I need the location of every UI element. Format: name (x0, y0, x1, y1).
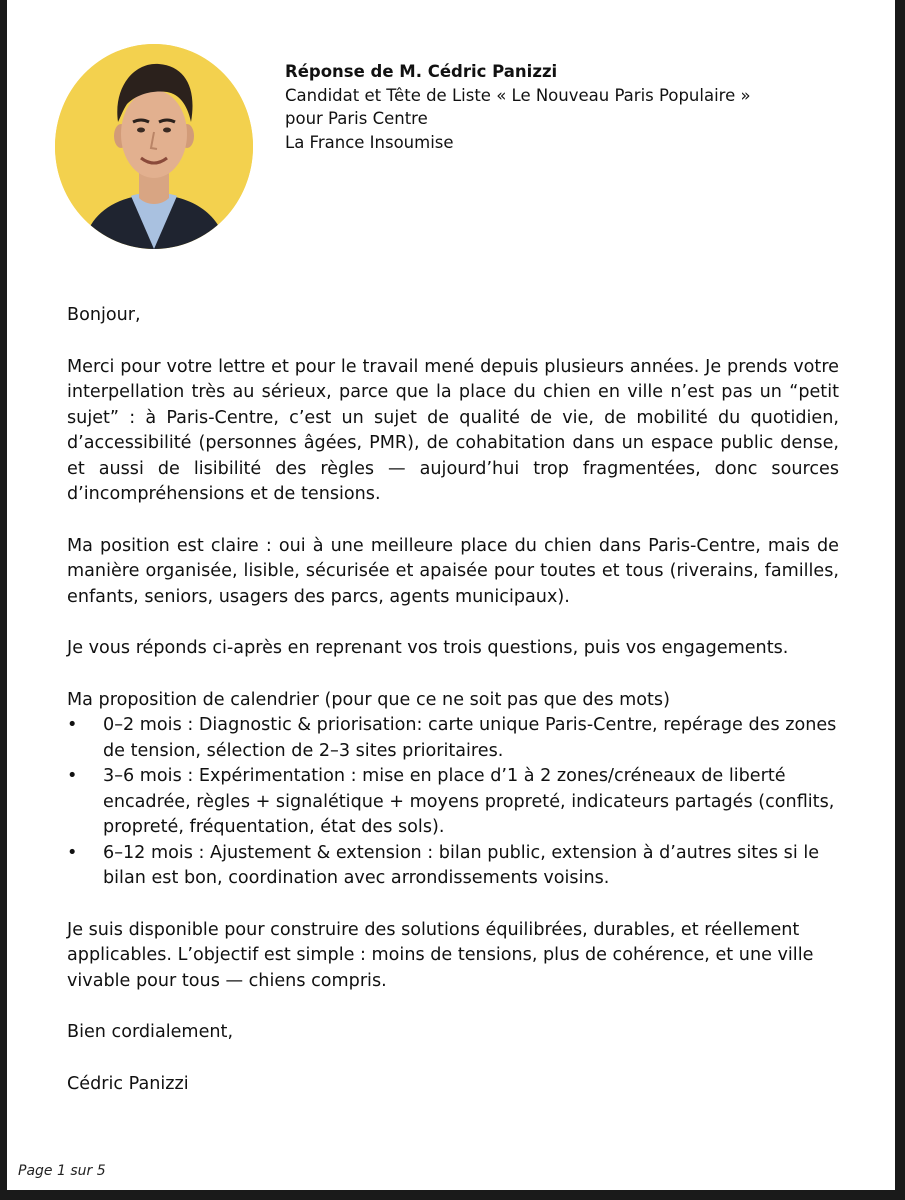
calendar-item-text: 6–12 mois : Ajustement & extension : bilan public, extension à d’autres sites si le bilan est bon, coordination avec arrondissements voisins. (103, 842, 820, 888)
paragraph-announcement: Je vous réponds ci-après en reprenant vos trois questions, puis vos engagements. (67, 638, 789, 658)
candidate-photo (55, 44, 253, 249)
letter-body (67, 303, 839, 1123)
author-party: La France Insoumise (285, 132, 454, 152)
calendar-intro: Ma proposition de calendrier (pour que ce ne soit pas que des mots) (67, 689, 670, 710)
paragraph-position: Ma position est claire : oui à une meilleure place du chien dans Paris-Centre, mais de manière organisée, lisible, sécurisée et apaisée pour toutes et tous (riverains, familles, enfants, seniors, usagers des parcs, agents municipaux). (67, 535, 839, 607)
calendar-item (67, 713, 839, 764)
calendar-item-text: 0–2 mois : Diagnostic & priorisation: carte unique Paris-Centre, repérage des zones de tension, sélection de 2–3 sites prioritaires. (103, 715, 837, 761)
bullet-icon: • (67, 842, 78, 863)
signature: Cédric Panizzi (67, 1073, 189, 1094)
bullet-icon: • (67, 715, 78, 735)
paragraph-intro: Merci pour votre lettre et pour le travail mené depuis plusieurs années. Je prends votre interpellation très au sérieux, parce que la place du chien en ville n’est pas un “petit sujet” : à Paris-Centre, c’est un sujet de qualité de vie, de mobilité du quotidien, d’accessibilité (personnes âgées, PMR), de cohabitation dans un espace public dense, et aussi de lisibilité des règles — aujourd’hui trop fragmentées, donc sources d’incompréhensions et de tensions. (67, 356, 839, 504)
author-constituency: pour Paris Centre (285, 109, 428, 128)
calendar-list (67, 713, 839, 892)
calendar-item-text: 3–6 mois : Expérimentation : mise en place d’1 à 2 zones/créneaux de liberté encadrée, règles + signalétique + moyens propreté, indicateurs partagés (conflits, propreté, fréquentation, état des sols). (103, 766, 835, 837)
author-role: Candidat et Tête de Liste « Le Nouveau Paris Populaire » (285, 85, 751, 105)
letter-page (7, 0, 895, 1190)
author-name: Réponse de M. Cédric Panizzi (285, 62, 558, 81)
page-number: Page 1 sur 5 (18, 1163, 106, 1179)
bullet-icon: • (67, 766, 78, 786)
greeting: Bonjour, (67, 305, 141, 325)
portrait-illustration (55, 44, 253, 249)
closing: Bien cordialement, (67, 1022, 234, 1042)
calendar-item (67, 764, 839, 841)
calendar-item (67, 841, 839, 892)
letter-header (285, 60, 841, 154)
paragraph-conclusion: Je suis disponible pour construire des solutions équilibrées, durables, et réellement applicables. L’objectif est simple : moins de tensions, plus de cohérence, et une ville vivable pour tous — chiens compris. (67, 919, 814, 991)
